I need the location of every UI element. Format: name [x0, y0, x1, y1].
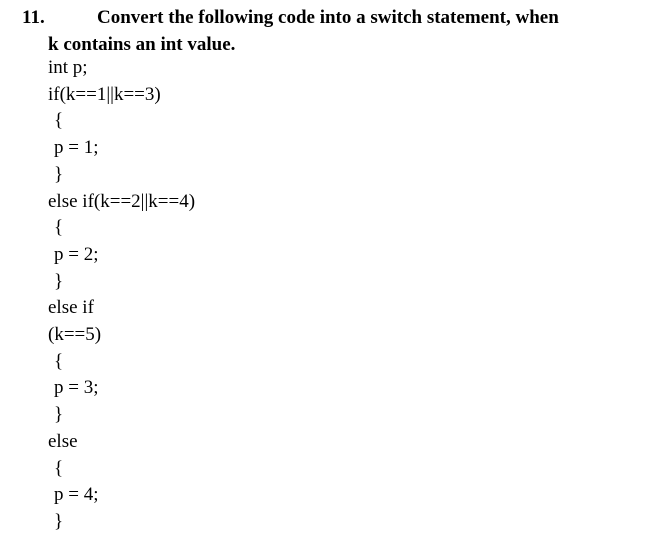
question-text-line-2: k contains an int value. [48, 34, 236, 55]
code-line: } [54, 163, 64, 185]
code-line: p = 3; [54, 377, 99, 399]
code-line: else [48, 430, 78, 452]
code-line: int p; [48, 57, 88, 78]
code-line: p = 2; [54, 243, 99, 265]
code-line: { [54, 350, 64, 372]
question-heading [22, 4, 632, 58]
code-line: else if [48, 297, 94, 319]
code-line: p = 4; [54, 484, 99, 506]
question-number: 11. [22, 7, 45, 28]
code-line: } [54, 510, 64, 532]
code-line: (k==5) [48, 324, 102, 346]
code-line: else if(k==2||k==4) [48, 190, 196, 212]
code-line: } [54, 404, 64, 426]
code-block [48, 55, 195, 536]
code-line: if(k==1||k==3) [48, 83, 161, 105]
code-line: p = 1; [54, 137, 99, 159]
code-line: { [54, 110, 64, 132]
code-line: { [54, 217, 64, 239]
code-line: { [54, 457, 64, 479]
code-line: } [54, 270, 64, 292]
question-text-line-1: Convert the following code into a switch statement, when [97, 7, 559, 28]
question-line-1 [22, 4, 632, 31]
